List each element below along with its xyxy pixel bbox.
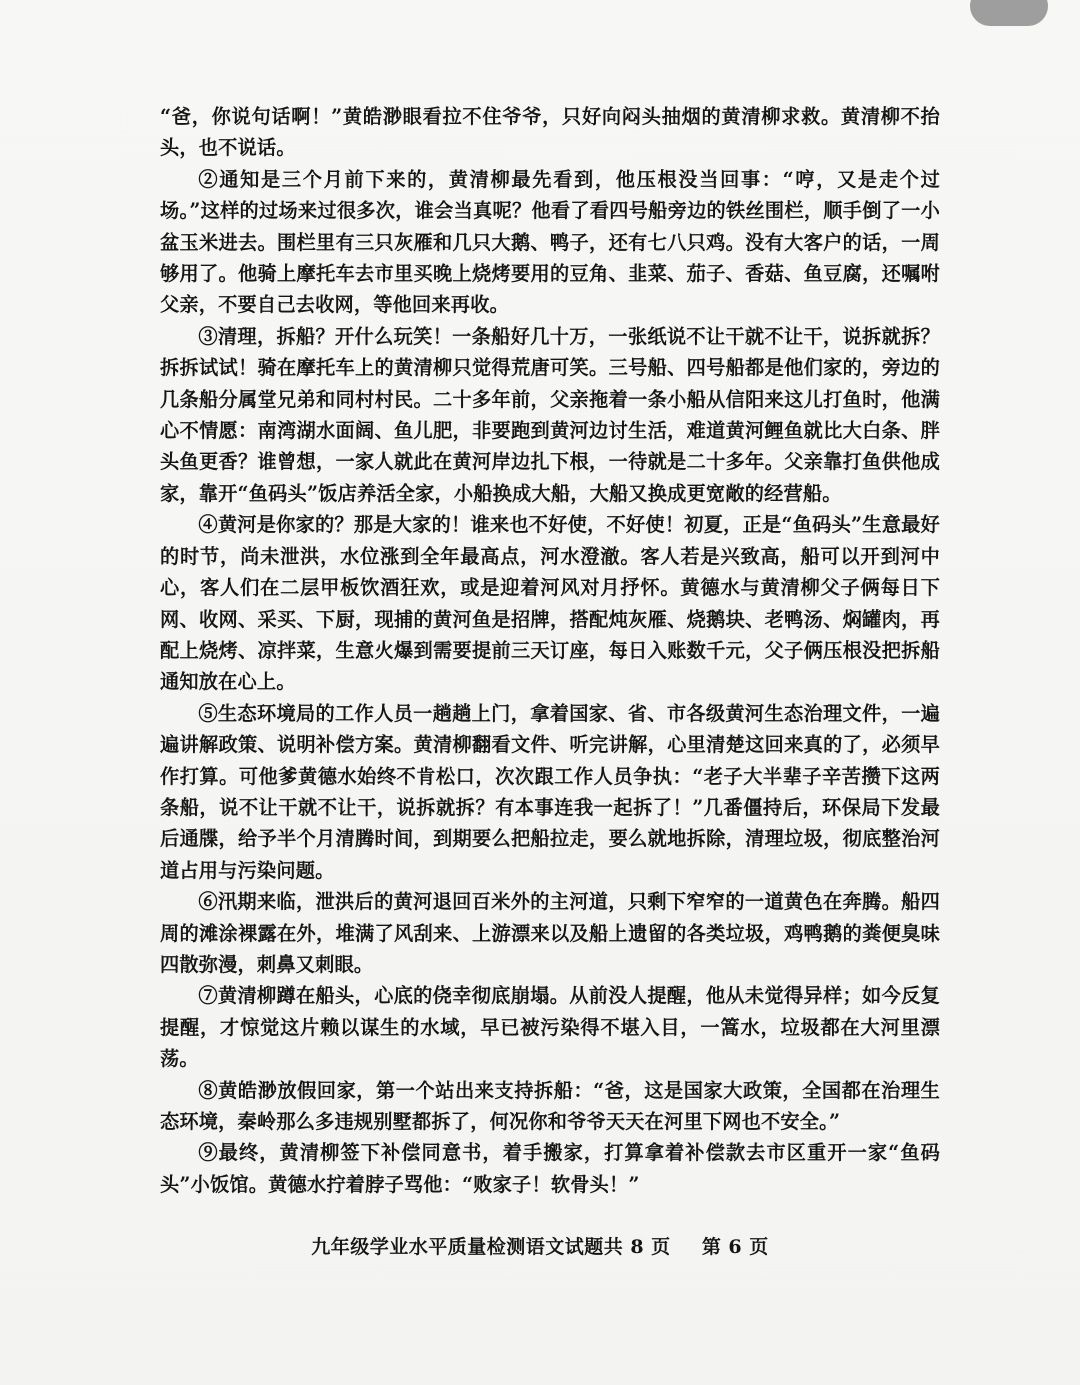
exam-title: 九年级学业水平质量检测语文试题共 8 页	[311, 1236, 671, 1258]
reading-passage	[160, 101, 940, 1200]
paragraph-4: ④黄河是你家的？那是大家的！谁来也不好使，不好使！初夏，正是“鱼码头”生意最好的时节，尚未泄洪，水位涨到全年最高点，河水澄澈。客人若是兴致高，船可以开到河中心，客人们在二层甲板饮酒狂欢，或是迎着河风对月抒怀。黄德水与黄清柳父子俩每日下网、收网、采买、下厨，现捕的黄河鱼是招牌，搭配炖灰雁、烧鹅块、老鸭汤、焖罐肉，再配上烧烤、凉拌菜，生意火爆到需要提前三天订座，每日入账数千元，父子俩压根没把拆船通知放在心上。	[160, 513, 940, 694]
paragraph-8: ⑧黄皓渺放假回家，第一个站出来支持拆船：“爸，这是国家大政策，全国都在治理生态环境，秦岭那么多违规别墅都拆了，何况你和爷爷天天在河里下网也不安全。”	[160, 1078, 940, 1133]
paragraph-7: ⑦黄清柳蹲在船头，心底的侥幸彻底崩塌。从前没人提醒，他从未觉得异样；如今反复提醒，才惊觉这片赖以谋生的水域，早已被污染得不堪入目，一篙水，垃圾都在大河里漂荡。	[160, 984, 940, 1071]
paragraph-2: ②通知是三个月前下来的，黄清柳最先看到，他压根没当回事：“哼，又是走个过场。”这样的过场来过很多次，谁会当真呢？他看了看四号船旁边的铁丝围栏，顺手倒了一小盆玉米进去。围栏里有三只灰雁和几只大鹅、鸭子，还有七八只鸡。没有大客户的话，一周够用了。他骑上摩托车去市里买晚上烧烤要用的豆角、韭菜、茄子、香菇、鱼豆腐，还嘱咐父亲，不要自己去收网，等他回来再收。	[160, 167, 940, 317]
paragraph-1: “爸，你说句话啊！”黄皓渺眼看拉不住爷爷，只好向闷头抽烟的黄清柳求救。黄清柳不抬头，也不说话。	[160, 105, 940, 160]
paragraph-3: ③清理，拆船？开什么玩笑！一条船好几十万，一张纸说不让干就不让干，说拆就拆？拆拆试试！骑在摩托车上的黄清柳只觉得荒唐可笑。三号船、四号船都是他们家的，旁边的几条船分属堂兄弟和同村村民。二十多年前，父亲拖着一条小船从信阳来这儿打鱼时，他满心不情愿：南湾湖水面阔、鱼儿肥，非要跑到黄河边讨生活，难道黄河鲤鱼就比大白条、胖头鱼更香？谁曾想，一家人就此在黄河岸边扎下根，一待就是二十多年。父亲靠打鱼供他成家，靠开“鱼码头”饭店养活全家，小船换成大船，大船又换成更宽敞的经营船。	[160, 324, 940, 505]
page-number: 第 6 页	[701, 1236, 769, 1258]
paragraph-5: ⑤生态环境局的工作人员一趟趟上门，拿着国家、省、市各级黄河生态治理文件，一遍遍讲解政策、说明补偿方案。黄清柳翻看文件、听完讲解，心里清楚这回来真的了，必须早作打算。可他爹黄德水始终不肯松口，次次跟工作人员争执：“老子大半辈子辛苦攒下这两条船，说不让干就不让干，说拆就拆？有本事连我一起拆了！”几番僵持后，环保局下发最后通牒，给予半个月清腾时间，到期要么把船拉走，要么就地拆除，清理垃圾，彻底整治河道占用与污染问题。	[160, 701, 940, 882]
corner-menu-button[interactable]	[970, 0, 1048, 26]
paragraph-6: ⑥汛期来临，泄洪后的黄河退回百米外的主河道，只剩下窄窄的一道黄色在奔腾。船四周的滩涂裸露在外，堆满了风刮来、上游漂来以及船上遗留的各类垃圾，鸡鸭鹅的粪便臭味四散弥漫，刺鼻又刺眼。	[160, 890, 940, 976]
page-footer	[0, 1232, 1080, 1259]
paragraph-9: ⑨最终，黄清柳签下补偿同意书，着手搬家，打算拿着补偿款去市区重开一家“鱼码头”小饭馆。黄德水拧着脖子骂他：“败家子！软骨头！”	[160, 1141, 940, 1196]
